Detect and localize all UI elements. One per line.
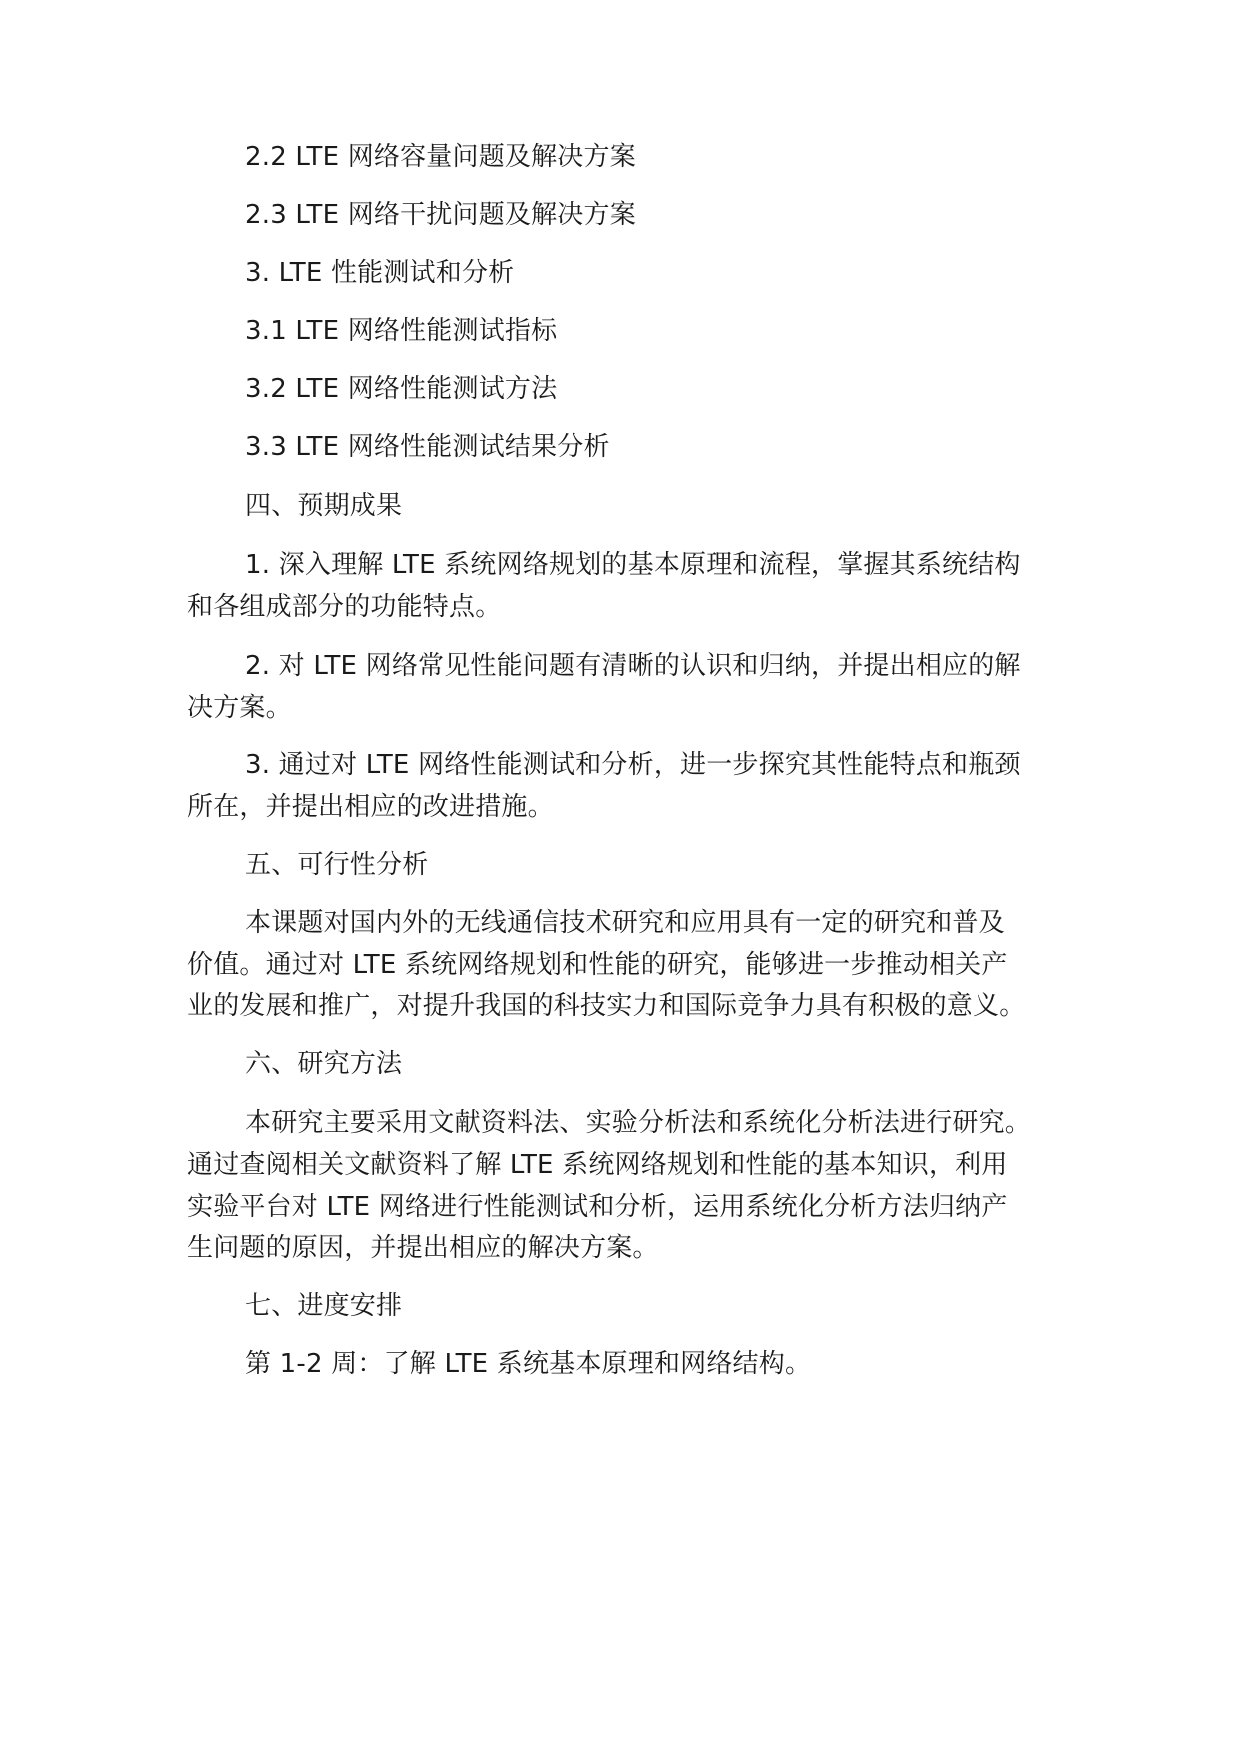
expected-result-2-line-1: 2. 对 LTE 网络常见性能问题有清晰的认识和归纳，并提出相应的解 [245,651,1021,681]
expected-result-2-line-2: 决方案。 [187,693,292,723]
methods-paragraph-line-1: 本研究主要采用文献资料法、实验分析法和系统化分析法进行研究。 [245,1108,1032,1138]
feasibility-paragraph-line-1: 本课题对国内外的无线通信技术研究和应用具有一定的研究和普及 [245,908,1005,938]
toc-item-3: 3. LTE 性能测试和分析 [245,258,515,288]
toc-item-2-2: 2.2 LTE 网络容量问题及解决方案 [245,142,636,172]
section-heading-methods: 六、研究方法 [245,1049,403,1079]
section-heading-expected-results: 四、预期成果 [245,491,403,521]
methods-paragraph-line-3: 实验平台对 LTE 网络进行性能测试和分析，运用系统化分析方法归纳产 [187,1192,1008,1222]
expected-result-3-line-2: 所在，并提出相应的改进措施。 [187,792,554,822]
methods-paragraph-line-2: 通过查阅相关文献资料了解 LTE 系统网络规划和性能的基本知识，利用 [187,1150,1008,1180]
methods-paragraph-line-4: 生问题的原因，并提出相应的解决方案。 [187,1233,659,1263]
section-heading-feasibility: 五、可行性分析 [245,850,429,880]
toc-item-2-3: 2.3 LTE 网络干扰问题及解决方案 [245,200,636,230]
toc-item-3-3: 3.3 LTE 网络性能测试结果分析 [245,432,610,462]
feasibility-paragraph-line-3: 业的发展和推广，对提升我国的科技实力和国际竞争力具有积极的意义。 [187,991,1026,1021]
toc-item-3-1: 3.1 LTE 网络性能测试指标 [245,316,558,346]
expected-result-3-line-1: 3. 通过对 LTE 网络性能测试和分析，进一步探究其性能特点和瓶颈 [245,750,1021,780]
expected-result-1-line-2: 和各组成部分的功能特点。 [187,592,502,622]
schedule-week-1-2: 第 1-2 周：了解 LTE 系统基本原理和网络结构。 [245,1349,812,1379]
feasibility-paragraph-line-2: 价值。通过对 LTE 系统网络规划和性能的研究，能够进一步推动相关产 [187,950,1008,980]
toc-item-3-2: 3.2 LTE 网络性能测试方法 [245,374,558,404]
expected-result-1-line-1: 1. 深入理解 LTE 系统网络规划的基本原理和流程，掌握其系统结构 [245,550,1021,580]
section-heading-schedule: 七、进度安排 [245,1291,403,1321]
